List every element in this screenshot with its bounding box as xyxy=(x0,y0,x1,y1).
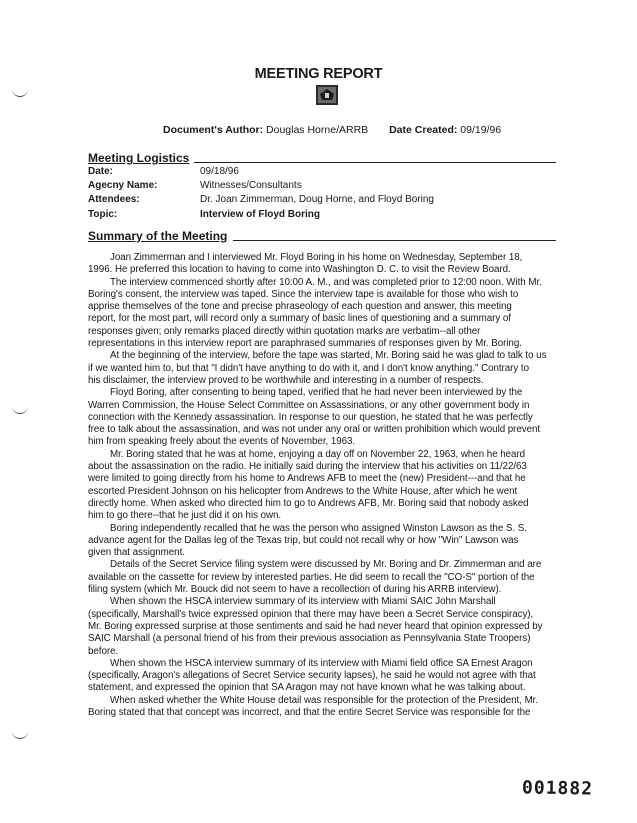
text-line: report, for the most part, will record only a summary of basic lines of questioning and a summary of xyxy=(88,313,511,325)
text-line: if we wanted him to, but that "I didn't have anything to do with it, and I don't know anything." Contrary to xyxy=(88,362,529,374)
text-line: connection with the Kennedy assassination. In response to our question, he stated that he was perfectly xyxy=(88,411,533,423)
text-line: were limited to going directly from his home to Andrews AFB to meet the (new) President---and that he xyxy=(88,473,526,485)
summary-body xyxy=(88,252,573,719)
text-line: escorted President Johnson on his helicopter from Andrews to the White House, after which he went xyxy=(88,485,518,497)
logistics-row-attendees: Attendees: Dr. Joan Zimmerman, Doug Horne, and Floyd Boring xyxy=(88,194,434,206)
text-line: Joan Zimmerman and I interviewed Mr. Floyd Boring in his home on Wednesday, September 18, xyxy=(110,252,523,263)
date-created-label: Date Created: xyxy=(389,124,458,136)
text-line: his disclaimer, the interview proved to be worthwhile and interesting in a number of respects. xyxy=(88,374,484,386)
logistics-row-date: Date: 09/18/96 xyxy=(88,166,239,177)
text-line: him to go there--that he just did it on his own. xyxy=(88,510,282,522)
author-label: Document's Author: xyxy=(163,124,264,136)
logistics-row-topic: Topic: Interview of Floyd Boring xyxy=(88,208,321,220)
summary-heading: Summary of the Meeting xyxy=(88,229,228,243)
text-line: Details of the Secret Service filing system were discussed by Mr. Boring and Dr. Zimmerman and are xyxy=(110,559,542,571)
text-line: before. xyxy=(88,645,119,657)
heading-rule xyxy=(194,162,556,163)
text-line: (specifically, Aragon's allegations of Secret Service security lapses), he said he would not agree with that xyxy=(88,670,536,682)
heading-rule xyxy=(233,240,556,241)
text-line: Mr. Boring stated that he was at home, enjoying a day off on November 22, 1963, when he heard xyxy=(110,448,526,460)
text-line: representations in this interview report are paraphrased summaries of responses given by Mr. Boring. xyxy=(88,338,522,350)
text-line: statement, and expressed the opinion that SA Aragon may not have known what he was talking about. xyxy=(88,682,526,694)
text-line: him from speaking freely about the events of November, 1963. xyxy=(88,436,356,448)
text-line: free to talk about the assassination, and was not under any oral or written prohibition which would prevent xyxy=(88,424,541,436)
text-line: The interview commenced shortly after 10:00 A. M., and was completed prior to 12:00 noon. With Mr. xyxy=(110,276,542,288)
logistics-table xyxy=(88,166,434,223)
text-line: When asked whether the White House detail was responsible for the protection of the President, Mr. xyxy=(110,694,539,706)
punch-hole-mark xyxy=(12,405,28,414)
author-line xyxy=(163,124,501,136)
text-line: Boring stated that that concept was incorrect, and that the entire Secret Service was responsible for the xyxy=(88,706,531,718)
punch-hole-mark xyxy=(12,88,28,97)
document-number: 001882 xyxy=(521,777,594,800)
author-value: Douglas Horne/ARRB xyxy=(266,124,369,136)
logistics-heading: Meeting Logistics xyxy=(88,151,190,165)
text-line: directly home. When asked who directed him to go to Andrews AFB, Mr. Boring said that nobody asked xyxy=(88,497,529,509)
punch-hole-mark xyxy=(12,730,28,739)
text-line: Mr. Boring expressed surprise at those sentiments and said he had never heard that opinion expressed by xyxy=(88,620,543,632)
text-line: At the beginning of the interview, before the tape was started, Mr. Boring said he was glad to talk to us xyxy=(110,350,547,362)
page-title: MEETING REPORT xyxy=(254,66,383,82)
text-line: apprise themselves of the tone and precise phraseology of each question and answer, this meeting xyxy=(88,301,512,313)
text-line: When shown the HSCA interview summary of its interview with Miami field office SA Ernest Aragon xyxy=(110,657,533,669)
text-line: (specifically, Marshall's twice expressed opinion that there may have been a Secret Service conspiracy), xyxy=(88,608,534,620)
text-line: Boring's consent, the interview was taped. Since the interview tape is available for those who wish to xyxy=(88,288,519,300)
text-line: filing system (which Mr. Bouck did not seem to have a recollection of during his ARRB interview). xyxy=(88,584,502,596)
text-line: SAIC Marshall (a personal friend of his from their previous association as Pennsylvania State Troopers) xyxy=(88,633,531,645)
text-line: Floyd Boring, after consenting to being taped, verified that he had never been interviewed by the xyxy=(110,387,523,399)
text-line: about the assassination on the radio. He initially said during the interview that his activities on 11/22/63 xyxy=(88,461,527,473)
text-line: Boring independently recalled that he was the person who assigned Winston Lawson as the S. S. xyxy=(110,522,527,534)
seal-icon xyxy=(316,85,338,105)
logistics-row-agency: Agecny Name: Witnesses/Consultants xyxy=(88,180,302,192)
text-line: responses given; only remarks placed directly within quotation marks are verbatim--all other xyxy=(88,325,481,337)
text-line: advance agent for the Dallas leg of the Texas trip, but could not recall why or how "Win" Lawson was xyxy=(88,534,519,546)
text-line: available on the cassette for review by interested parties. He did seem to recall the "CO-S" portion of the xyxy=(88,571,535,583)
text-line: given that assignment. xyxy=(88,547,185,559)
text-line: When shown the HSCA interview summary of its interview with Miami SAIC John Marshall xyxy=(110,596,496,608)
date-created-value: 09/19/96 xyxy=(460,124,502,136)
text-line: 1996. He preferred this location to having to come into Washington D. C. to visit the Review Board. xyxy=(88,264,511,276)
text-line: Warren Commission, the House Select Committee on Assassinations, or any other government body in xyxy=(88,399,530,411)
